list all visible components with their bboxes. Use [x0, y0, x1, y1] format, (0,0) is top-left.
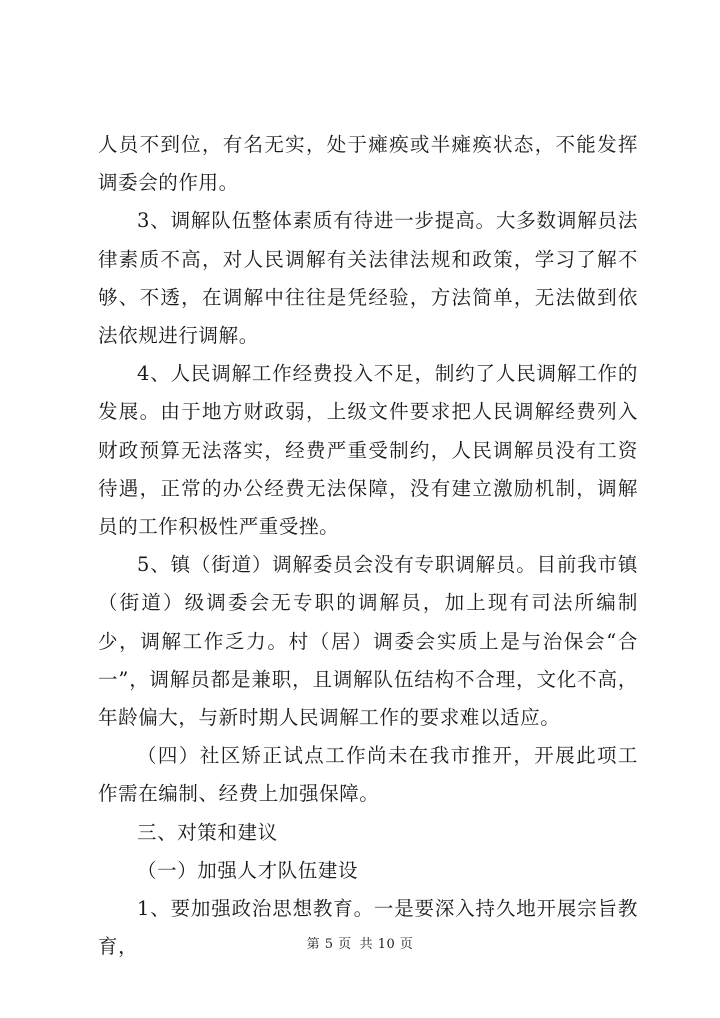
page-total: 共 10 页 [359, 937, 414, 952]
paragraph: 1、要加强政治思想教育。一是要深入持久地开展宗旨教育， [98, 897, 638, 959]
paragraph: 4、人民调解工作经费投入不足，制约了人民调解工作的发展。由于地方财政弱，上级文件要求把人民调解经费列入财政预算无法落实，经费严重受制约，人民调解员没有工资待遇，正常的办公经费无法保障，没有建立激励机制，调解员的工作积极性严重受挫。 [98, 362, 638, 539]
page-footer [0, 936, 720, 954]
paragraph: （四）社区矫正试点工作尚未在我市推开，开展此项工作需在编制、经费上加强保障。 [98, 744, 638, 806]
paragraph: 3、调解队伍整体素质有待进一步提高。大多数调解员法律素质不高，对人民调解有关法律法规和政策，学习了解不够、不透，在调解中往往是凭经验，方法简单，无法做到依法依规进行调解。 [98, 209, 638, 348]
section-heading: 三、对策和建议 [137, 820, 278, 844]
page-number: 第 5 页 [306, 937, 352, 952]
paragraph: 人员不到位，有名无实，处于瘫痪或半瘫痪状态，不能发挥调委会的作用。 [98, 133, 638, 195]
document-body [98, 126, 638, 966]
paragraph: 5、镇（街道）调解委员会没有专职调解员。目前我市镇（街道）级调委会无专职的调解员，加上现有司法所编制少，调解工作乏力。村（居）调委会实质上是与治保会“合一”，调解员都是兼职，且调解队伍结构不合理，文化不高，年龄偏大，与新时期人民调解工作的要求难以适应。 [98, 553, 638, 730]
subsection-heading: （一）加强人才队伍建设 [137, 858, 359, 882]
